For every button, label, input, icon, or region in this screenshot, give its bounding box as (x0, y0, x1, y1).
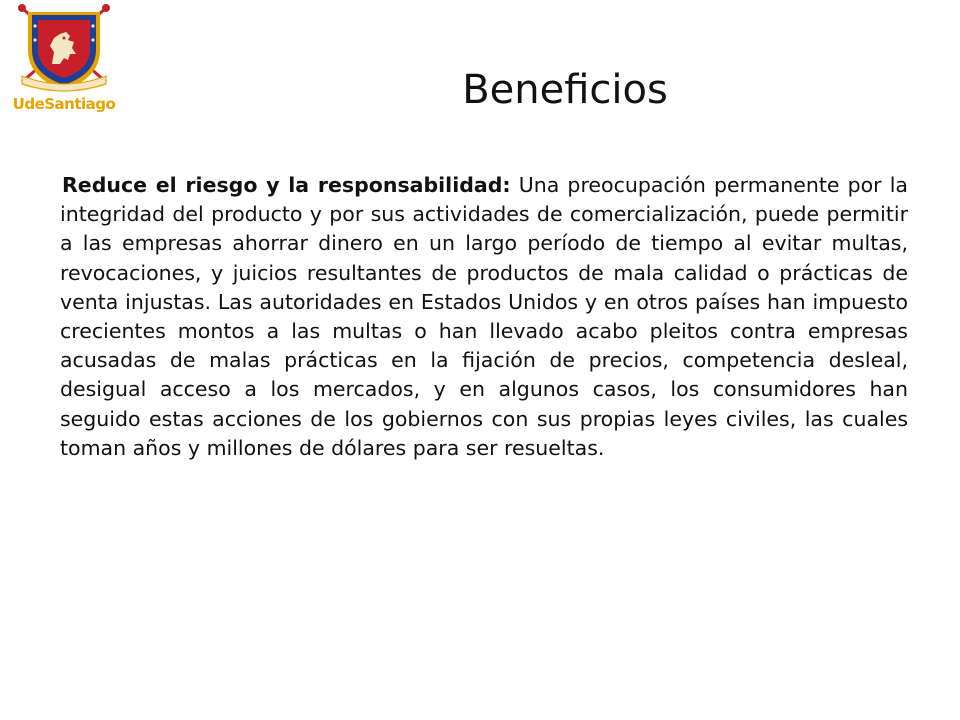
slide-title: Beneficios (462, 67, 668, 113)
university-logo (8, 2, 120, 124)
slide-body (60, 171, 908, 463)
crest-icon (8, 2, 120, 97)
logo-wordmark-suffix: Santiago (44, 95, 116, 113)
body-lead: Reduce el riesgo y la responsabilidad: (62, 173, 511, 197)
logo-wordmark (8, 95, 120, 113)
body-paragraph: Una preocupación permanente por la integridad del producto y por sus actividades de comercialización, puede permitir a las empresas ahorrar dinero en un largo período de tiempo al evitar multas, revocaciones, y juicios resultantes de productos de mala calidad o prácticas de venta injustas. Las autoridades en Estados Unidos y en otros países han impuesto crecientes montos a las multas o han llevado acabo pleitos contra empresas acusadas de malas prácticas en la fijación de precios, competencia desleal, desigual acceso a los mercados, y en algunos casos, los consumidores han seguido estas acciones de los gobiernos con sus propias leyes civiles, las cuales toman años y millones de dólares para ser resueltas. (60, 173, 908, 460)
logo-wordmark-prefix: Ude (12, 95, 45, 113)
